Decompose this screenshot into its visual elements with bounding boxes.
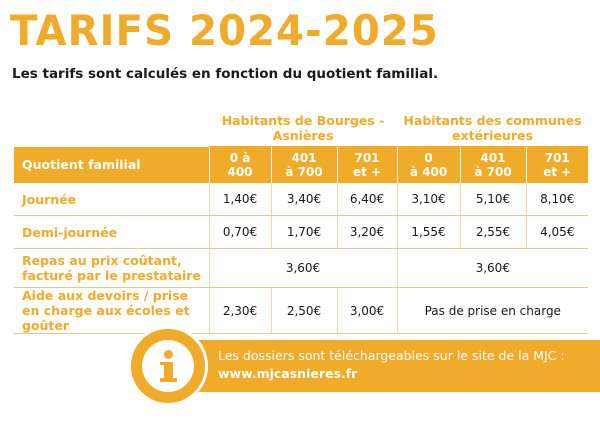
table-cell: 3,40€ — [271, 183, 337, 216]
row-label: Aide aux devoirs / prise en charge aux écoles et goûter — [14, 288, 209, 334]
table-cell: Pas de prise en charge — [397, 288, 588, 334]
bracket-header: 0 à 400 — [209, 147, 271, 184]
group-header-empty — [14, 110, 209, 147]
table-cell: 5,10€ — [460, 183, 526, 216]
table-cell: 2,30€ — [209, 288, 271, 334]
table-row-demi-journee — [14, 216, 588, 249]
table-cell: 3,00€ — [337, 288, 397, 334]
row-label: Journée — [14, 183, 209, 216]
table-cell: 0,70€ — [209, 216, 271, 249]
page-title: TARIFS 2024-2025 — [10, 6, 439, 55]
info-line: Les dossiers sont téléchargeables sur le site de la MJC : — [218, 348, 565, 363]
table-cell: 2,55€ — [460, 216, 526, 249]
table-cell: 3,60€ — [397, 249, 588, 288]
table-row-repas — [14, 249, 588, 288]
table-cell: 1,70€ — [271, 216, 337, 249]
bracket-header: 401 à 700 — [460, 147, 526, 184]
tarifs-table — [14, 110, 588, 334]
table-cell: 6,40€ — [337, 183, 397, 216]
group-header-exterieures: Habitants des communes extérieures — [397, 110, 588, 147]
table-cell: 3,10€ — [397, 183, 460, 216]
info-icon — [142, 340, 194, 392]
table-cell: 8,10€ — [526, 183, 588, 216]
table-cell: 1,40€ — [209, 183, 271, 216]
table-cell: 3,60€ — [209, 249, 397, 288]
table-row-aide-devoirs — [14, 288, 588, 334]
bracket-header: 401 à 700 — [271, 147, 337, 184]
table-cell: 4,05€ — [526, 216, 588, 249]
page-subtitle: Les tarifs sont calculés en fonction du quotient familial. — [12, 66, 439, 82]
website-link[interactable]: www.mjcasnieres.fr — [218, 366, 358, 381]
bracket-header: 701 et + — [337, 147, 397, 184]
table-cell: 3,20€ — [337, 216, 397, 249]
quotient-familial-header: Quotient familial — [14, 147, 209, 184]
info-text — [218, 347, 565, 383]
table-cell: 2,50€ — [271, 288, 337, 334]
table-cell: 1,55€ — [397, 216, 460, 249]
group-header-row — [14, 110, 588, 147]
row-label: Repas au prix coûtant, facturé par le prestataire — [14, 249, 209, 288]
bracket-header: 0 à 400 — [397, 147, 460, 184]
bracket-header: 701 et + — [526, 147, 588, 184]
column-header-row — [14, 147, 588, 184]
table-row-journee — [14, 183, 588, 216]
group-header-bourges: Habitants de Bourges - Asnières — [209, 110, 397, 147]
row-label: Demi-journée — [14, 216, 209, 249]
